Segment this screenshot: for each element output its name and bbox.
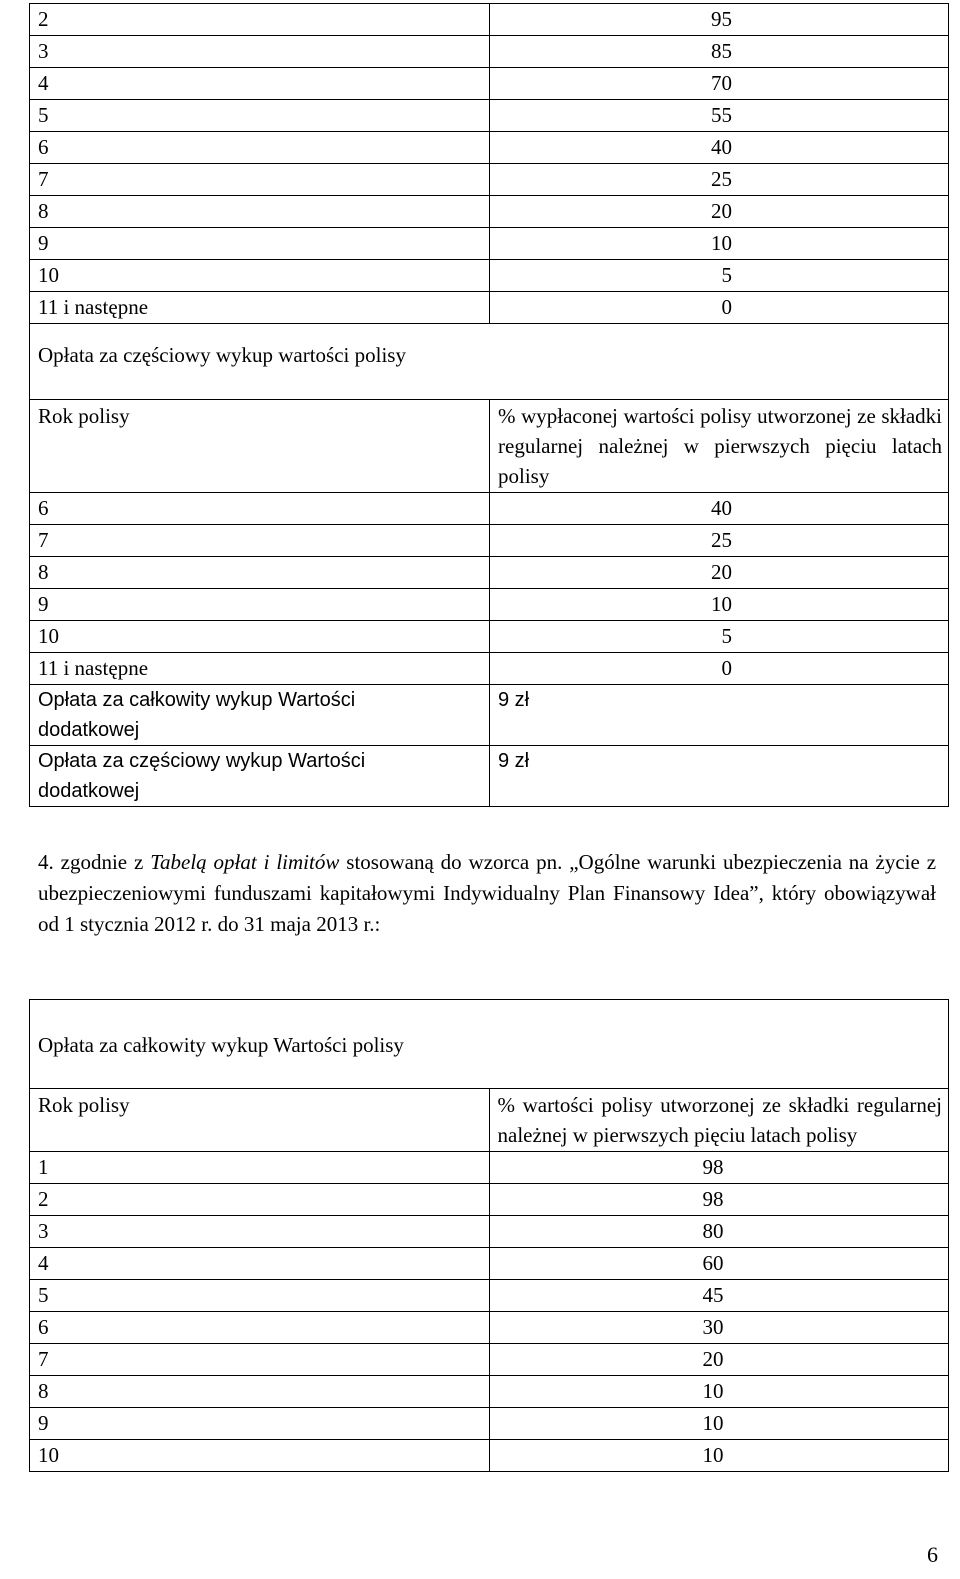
year-cell: 9: [30, 589, 490, 621]
year-cell: 6: [30, 493, 490, 525]
table-row: [30, 228, 949, 260]
year-cell: 4: [30, 1248, 490, 1280]
value-cell: 80: [489, 1216, 949, 1248]
header-percent: % wypłaconej wartości polisy utworzonej ze składki regularnej należnej w pierwszych pięciu latach polisy: [490, 400, 949, 493]
value-cell: 70: [490, 68, 949, 100]
year-cell: 11 i następne: [30, 292, 490, 324]
value-cell: 10: [489, 1408, 949, 1440]
value-cell: 20: [490, 557, 949, 589]
paragraph-text-after: stosowaną do wzorca pn. „Ogólne warunki ubezpieczenia na życie z ubezpieczeniowymi funduszami kapitałowymi Indywidualny Plan Finansowy Idea”, który obowiązywał od 1 stycznia 2012 r. do 31 maja 2013 r.:: [38, 850, 937, 936]
fee-value: 9 zł: [490, 746, 949, 807]
value-cell: 10: [490, 228, 949, 260]
table-row: [30, 493, 949, 525]
table-row: [30, 621, 949, 653]
page-number: 6: [927, 1542, 938, 1567]
year-cell: 1: [30, 1152, 490, 1184]
table-row: [30, 1312, 949, 1344]
table-row: [30, 1152, 949, 1184]
year-cell: 10: [30, 1440, 490, 1472]
value-cell: 45: [489, 1280, 949, 1312]
year-cell: 9: [30, 1408, 490, 1440]
fee-row: [30, 746, 949, 807]
table-row: [30, 36, 949, 68]
value-cell: 20: [490, 196, 949, 228]
table-row: [30, 132, 949, 164]
year-cell: 10: [30, 260, 490, 292]
value-cell: 5: [490, 621, 949, 653]
year-cell: 8: [30, 1376, 490, 1408]
year-cell: 3: [30, 1216, 490, 1248]
paragraph-number: 4.: [38, 850, 54, 874]
table-row: [30, 589, 949, 621]
header-percent: % wartości polisy utworzonej ze składki regularnej należnej w pierwszych pięciu latach polisy: [489, 1089, 949, 1152]
year-cell: 4: [30, 68, 490, 100]
year-cell: 8: [30, 196, 490, 228]
paragraph-italic-title: Tabelą opłat i limitów: [150, 850, 340, 874]
value-cell: 40: [490, 493, 949, 525]
year-cell: 6: [30, 1312, 490, 1344]
year-cell: 6: [30, 132, 490, 164]
paragraph-text-before: zgodnie z: [60, 850, 151, 874]
value-cell: 10: [490, 589, 949, 621]
value-cell: 30: [489, 1312, 949, 1344]
value-cell: 0: [490, 292, 949, 324]
table-row: [30, 1184, 949, 1216]
additional-value-fees: [30, 685, 949, 807]
value-cell: 5: [490, 260, 949, 292]
table-row: [30, 68, 949, 100]
year-cell: 8: [30, 557, 490, 589]
table-row: [30, 1216, 949, 1248]
table-row: [30, 525, 949, 557]
value-cell: 25: [490, 525, 949, 557]
table-row: [30, 4, 949, 36]
header-year: Rok polisy: [30, 400, 490, 493]
year-cell: 2: [30, 4, 490, 36]
table-row: [30, 1408, 949, 1440]
table-row: [30, 1376, 949, 1408]
value-cell: 98: [489, 1184, 949, 1216]
year-cell: 7: [30, 525, 490, 557]
value-cell: 25: [490, 164, 949, 196]
table-row: [30, 1248, 949, 1280]
header-row: [30, 1089, 949, 1152]
table-row: [30, 1280, 949, 1312]
section-title: Opłata za całkowity wykup Wartości polisy: [30, 1000, 949, 1089]
year-cell: 3: [30, 36, 490, 68]
year-cell: 5: [30, 100, 490, 132]
spacer: [30, 370, 949, 400]
spacer: [30, 324, 949, 341]
top-rows: [30, 4, 949, 324]
partial-redemption-section: [30, 324, 949, 685]
value-cell: 55: [490, 100, 949, 132]
value-cell: 85: [490, 36, 949, 68]
table-row: [30, 260, 949, 292]
numbered-paragraph: [38, 847, 936, 940]
table-row: [30, 557, 949, 589]
year-cell: 10: [30, 621, 490, 653]
value-cell: 98: [489, 1152, 949, 1184]
value-cell: 20: [489, 1344, 949, 1376]
total-redemption-table: [29, 999, 949, 1472]
year-cell: 7: [30, 164, 490, 196]
fee-label: Opłata za całkowity wykup Wartości dodatkowej: [30, 685, 490, 746]
table-row: [30, 1440, 949, 1472]
year-cell: 11 i następne: [30, 653, 490, 685]
table-row: [30, 292, 949, 324]
fee-label: Opłata za częściowy wykup Wartości dodatkowej: [30, 746, 490, 807]
value-cell: 0: [490, 653, 949, 685]
table-row: [30, 196, 949, 228]
year-cell: 5: [30, 1280, 490, 1312]
value-cell: 10: [489, 1376, 949, 1408]
header-year: Rok polisy: [30, 1089, 490, 1152]
section-title: Opłata za częściowy wykup wartości polisy: [30, 340, 949, 370]
header-row: [30, 400, 949, 493]
value-cell: 60: [489, 1248, 949, 1280]
table-row: [30, 1344, 949, 1376]
value-cell: 40: [490, 132, 949, 164]
table-row: [30, 100, 949, 132]
fee-value: 9 zł: [490, 685, 949, 746]
year-cell: 9: [30, 228, 490, 260]
value-cell: 95: [490, 4, 949, 36]
fee-row: [30, 685, 949, 746]
year-cell: 7: [30, 1344, 490, 1376]
table-row: [30, 164, 949, 196]
value-cell: 10: [489, 1440, 949, 1472]
year-cell: 2: [30, 1184, 490, 1216]
fee-table-continued: [29, 3, 949, 807]
table-row: [30, 653, 949, 685]
